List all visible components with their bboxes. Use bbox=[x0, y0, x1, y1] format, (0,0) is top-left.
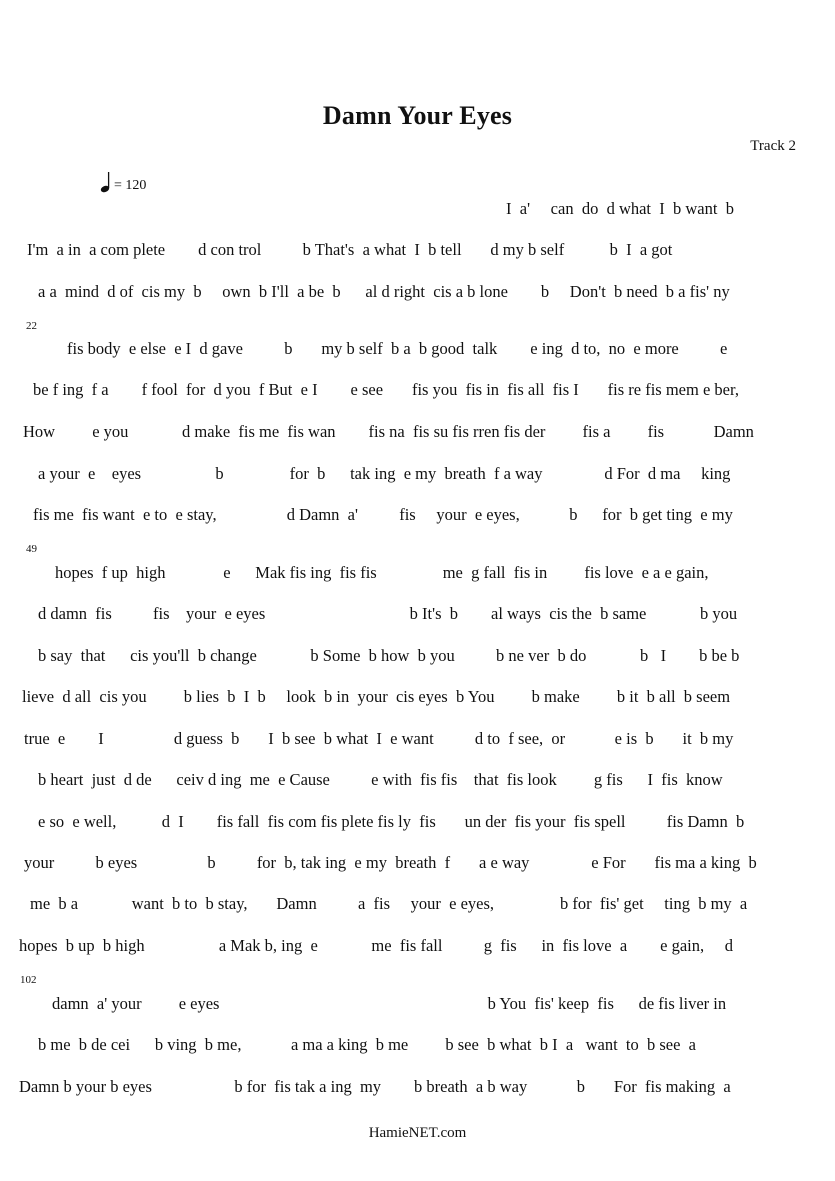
lyric-line: lieve d all cis you b lies b I b look b in your cis eyes b You b make b it b all b seem bbox=[22, 687, 731, 706]
page-subtitle: Track 2 bbox=[750, 138, 796, 154]
lyric-line: true e I d guess b I b see b what I e want d to f see, or e is b it b my bbox=[24, 729, 734, 748]
tempo-value: = 120 bbox=[114, 178, 147, 193]
lyric-line: your b eyes b for b, tak ing e my breath f a e way e For fis ma a king b bbox=[24, 853, 757, 872]
lyric-line: I'm a in a com plete d con trol b That's a what I b tell d my b self b I a got bbox=[27, 240, 673, 259]
lyric-line: a a mind d of cis my b own b I'll a be b al d right cis a b lone b Don't b need b a fis' ny bbox=[38, 282, 730, 301]
lyric-line: b me b de cei b ving b me, a ma a king b me b see b what b I a want to b see a bbox=[38, 1035, 697, 1054]
lyric-line: damn a' your e eyes b You fis' keep fis de fis liver in bbox=[52, 994, 727, 1013]
lyric-line: fis me fis want e to e stay, d Damn a' fis your e eyes, b for b get ting e my bbox=[33, 505, 733, 524]
measure-number: 49 bbox=[26, 543, 37, 555]
measure-number: 102 bbox=[20, 974, 37, 986]
lyric-line: Damn b your b eyes b for fis tak a ing my b breath a b way b For fis making a bbox=[19, 1077, 731, 1096]
page-title: Damn Your Eyes bbox=[322, 101, 513, 130]
lyric-line: a your e eyes b for b tak ing e my breath f a way d For d ma king bbox=[38, 464, 731, 483]
lyric-line: I a' can do d what I b want b bbox=[506, 199, 734, 218]
lyric-line: b heart just d de ceiv d ing me e Cause e with fis fis that fis look g fis I fis know bbox=[38, 770, 723, 789]
lyric-line: hopes f up high e Mak fis ing fis fis me g fall fis in fis love e a e gain, bbox=[55, 563, 709, 582]
lyric-line: How e you d make fis me fis wan fis na fis su fis rren fis der fis a fis Damn bbox=[23, 422, 754, 441]
measure-number: 22 bbox=[26, 320, 37, 332]
footer-credit: HamieNET.com bbox=[368, 1125, 467, 1141]
lyric-line: d damn fis fis your e eyes b It's b al ways cis the b same b you bbox=[38, 604, 738, 623]
lyric-line: me b a want b to b stay, Damn a fis your e eyes, b for fis' get ting b my a bbox=[30, 894, 748, 913]
lyric-line: hopes b up b high a Mak b, ing e me fis fall g fis in fis love a e gain, d bbox=[19, 936, 733, 955]
lyric-line: e so e well, d I fis fall fis com fis plete fis ly fis un der fis your fis spell fis Damn b bbox=[38, 812, 745, 831]
lyric-line: b say that cis you'll b change b Some b how b you b ne ver b do b I b be b bbox=[38, 646, 740, 665]
lyric-line: be f ing f a f fool for d you f But e I e see fis you fis in fis all fis I fis re fis mem e ber, bbox=[33, 380, 739, 399]
lyric-line: fis body e else e I d gave b my b self b a b good talk e ing d to, no e more e bbox=[67, 339, 728, 358]
